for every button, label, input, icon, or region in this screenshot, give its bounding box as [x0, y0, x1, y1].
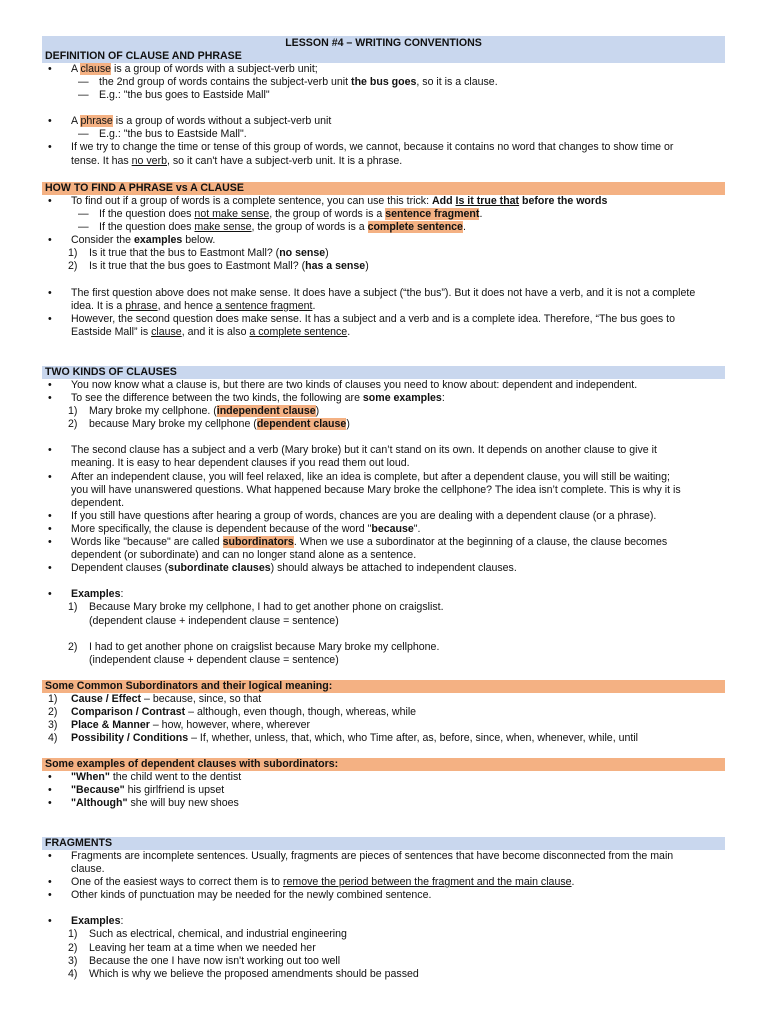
item-number: 4) — [68, 967, 78, 980]
text-line: (dependent clause + independent clause = sentence) — [89, 614, 339, 627]
subordinator-list — [42, 693, 725, 745]
bullet-item: • To find out if a group of words is a complete sentence, you can use this trick: Add Is it true that before the words — [48, 195, 608, 207]
bullet-icon: • — [48, 286, 52, 299]
item-key: "Although" — [71, 797, 128, 810]
bullet-icon: • — [48, 850, 52, 862]
section-fragments — [42, 837, 725, 981]
bullet-icon: • — [48, 536, 52, 549]
item-value: – although, even though, though, whereas, while — [185, 706, 417, 719]
bullet-icon: • — [48, 234, 52, 247]
item-value: Such as electrical, chemical, and industrial engineering — [89, 928, 347, 941]
bullet-item: • Examples: — [48, 915, 124, 928]
bullet-item: • The first question above does not make sense. It does have a subject (“the bus”). But it does not have a verb, and it is not a complete — [48, 286, 696, 299]
numbered-item — [42, 706, 725, 719]
bullet-item: • The second clause has a subject and a verb (Mary broke) but it can’t stand on its own. It depends on another clause to give it — [48, 444, 657, 457]
item-number: 2) — [48, 706, 58, 719]
item-key: Cause / Effect — [71, 693, 142, 705]
dash-icon: — — [78, 89, 89, 102]
section-header: DEFINITION OF CLAUSE AND PHRASE — [42, 50, 725, 63]
bullet-icon: • — [48, 876, 52, 889]
bullet-icon: • — [48, 63, 52, 75]
item-value: she will buy new shoes — [127, 797, 239, 810]
item-key: Place & Manner — [71, 719, 150, 732]
bullet-item: • You now know what a clause is, but there are two kinds of clauses you need to know about: dependent and independent. — [48, 379, 638, 391]
highlight-term: subordinators — [222, 536, 294, 549]
bullet-icon: • — [48, 115, 52, 128]
bullet-item — [42, 771, 725, 784]
bullet-item: • More specifically, the clause is dependent because of the word "because". — [48, 522, 421, 535]
section-dependent-examples — [42, 758, 725, 810]
bullet-icon: • — [48, 522, 52, 535]
text-line: dependent (or subordinate) and can no longer stand alone as a sentence. — [71, 549, 417, 562]
highlight-term: dependent clause — [256, 418, 347, 431]
highlight-term: sentence fragment — [385, 208, 480, 221]
dash-item: — E.g.: "the bus goes to Eastside Mall" — [78, 89, 270, 102]
bullet-item — [42, 797, 725, 810]
highlight-term: phrase — [80, 115, 113, 128]
bullet-item: • However, the second question does make sense. It has a subject and a verb and is a complete idea. Therefore, “The bus goes to — [48, 312, 676, 325]
bullet-item: • Dependent clauses (subordinate clauses) should always be attached to independent clauses. — [48, 562, 517, 575]
text-line: (independent clause + dependent clause = sentence) — [89, 653, 339, 666]
section-header: FRAGMENTS — [42, 837, 725, 850]
bullet-icon: • — [48, 771, 52, 783]
item-key: Comparison / Contrast — [71, 706, 186, 719]
bullet-item: • Other kinds of punctuation may be needed for the newly combined sentence. — [48, 889, 432, 902]
bullet-icon: • — [48, 784, 52, 797]
dash-item: — If the question does make sense, the group of words is a complete sentence. — [78, 221, 466, 234]
dash-icon: — — [78, 128, 89, 141]
dash-item: — the 2nd group of words contains the subject-verb unit the bus goes, so it is a clause. — [78, 76, 498, 89]
numbered-item — [42, 955, 725, 968]
item-key: Possibility / Conditions — [71, 732, 189, 745]
bullet-item: • One of the easiest ways to correct them is to remove the period between the fragment and the main clause. — [48, 876, 575, 889]
bullet-item: • Consider the examples below. — [48, 234, 216, 247]
bullet-item: • To see the difference between the two kinds, the following are some examples: — [48, 392, 445, 405]
bullet-icon: • — [48, 509, 52, 522]
bullet-icon: • — [48, 470, 52, 483]
section-header: HOW TO FIND A PHRASE vs A CLAUSE — [42, 182, 725, 195]
item-key: "When" — [71, 771, 110, 783]
item-number: 1) — [68, 928, 78, 941]
text-line: you will have unanswered questions. What happened because Mary broke the cellphone? The idea isn’t complete. This is why it is — [71, 483, 681, 496]
bullet-item: • If you still have questions after hearing a group of words, chances are you are dealing with a dependent clause (or a phrase). — [48, 509, 657, 522]
numbered-item — [42, 732, 725, 745]
example-list — [42, 771, 725, 810]
bullet-icon: • — [48, 141, 52, 154]
numbered-item: 1) Because Mary broke my cellphone, I had to get another phone on craigslist. — [68, 601, 444, 614]
section-phrase-vs-clause — [42, 182, 725, 339]
dash-icon: — — [78, 208, 89, 221]
section-header: TWO KINDS OF CLAUSES — [42, 366, 725, 379]
bullet-icon: • — [48, 444, 52, 457]
highlight-term: clause — [80, 63, 112, 75]
item-key: "Because" — [71, 784, 125, 797]
text-line: Eastside Mall” is clause, and it is also a complete sentence. — [71, 325, 351, 338]
numbered-item: 1) Mary broke my cellphone. (independent clause) — [68, 405, 320, 418]
bullet-item — [42, 784, 725, 797]
numbered-item — [42, 719, 725, 732]
section-header: Some examples of dependent clauses with subordinators: — [42, 758, 725, 771]
numbered-item — [42, 928, 725, 941]
numbered-item: 2) Is it true that the bus goes to Eastmont Mall? (has a sense) — [68, 260, 369, 273]
dash-icon: — — [78, 76, 89, 89]
bullet-icon: • — [48, 392, 52, 405]
bullet-icon: • — [48, 562, 52, 575]
item-number: 2) — [68, 941, 78, 954]
item-value: – If, whether, unless, that, which, who Time after, as, before, since, when, whenever, while, until — [188, 732, 639, 745]
numbered-item — [42, 693, 725, 706]
section-two-kinds — [42, 366, 725, 667]
item-number: 4) — [48, 732, 58, 745]
text-line: meaning. It is easy to hear dependent clauses if you read them out loud. — [71, 457, 410, 470]
bullet-item: • If we try to change the time or tense of this group of words, we cannot, because it contains no word that changes to show time or — [48, 141, 674, 154]
bullet-icon: • — [48, 915, 52, 928]
bullet-icon: • — [48, 312, 52, 325]
numbered-item — [42, 942, 725, 955]
item-value: Because the one I have now isn't working out too well — [89, 954, 341, 967]
text-line: tense. It has no verb, so it can't have a subject-verb unit. It is a phrase. — [71, 154, 403, 167]
item-value: his girlfriend is upset — [124, 784, 225, 797]
numbered-item: 2) I had to get another phone on craigslist because Mary broke my cellphone. — [68, 640, 440, 653]
numbered-item: 1) Is it true that the bus to Eastmont Mall? (no sense) — [68, 247, 329, 260]
section-header: Some Common Subordinators and their logical meaning: — [42, 680, 725, 693]
bullet-item: • A clause is a group of words with a subject-verb unit; — [48, 63, 318, 75]
bullet-item: • After an independent clause, you will feel relaxed, like an idea is complete, but after a dependent clause, you will still be waiting; — [48, 470, 670, 483]
bullet-icon: • — [48, 588, 52, 601]
item-value: – how, however, where, wherever — [149, 719, 311, 732]
numbered-item — [42, 968, 725, 981]
bullet-item: • Fragments are incomplete sentences. Usually, fragments are pieces of sentences that have become disconnected from the main — [48, 850, 674, 862]
highlight-term: complete sentence — [367, 221, 463, 234]
item-number: 3) — [48, 719, 58, 732]
text-line: clause. — [71, 863, 105, 876]
numbered-item: 2) because Mary broke my cellphone (dependent clause) — [68, 418, 350, 431]
item-value: Which is why we believe the proposed amendments should be passed — [89, 967, 419, 980]
section-subordinators — [42, 680, 725, 745]
bullet-icon: • — [48, 195, 52, 207]
dash-item: — If the question does not make sense, the group of words is a sentence fragment. — [78, 208, 483, 221]
dash-icon: — — [78, 221, 89, 234]
highlight-term: independent clause — [216, 405, 316, 418]
item-number: 1) — [48, 693, 58, 705]
bullet-item: • A phrase is a group of words without a subject-verb unit — [48, 115, 332, 128]
fragment-example-list — [42, 928, 725, 980]
item-number: 3) — [68, 954, 78, 967]
dash-item: — E.g.: "the bus to Eastside Mall". — [78, 128, 247, 141]
item-value: Leaving her team at a time when we needed her — [89, 941, 316, 954]
lesson-title: LESSON #4 – WRITING CONVENTIONS — [42, 36, 725, 50]
text-line: dependent. — [71, 496, 125, 509]
text-line: idea. It is a phrase, and hence a sentence fragment. — [71, 299, 316, 312]
bullet-icon: • — [48, 379, 52, 391]
section-definition — [42, 50, 725, 168]
bullet-item: • Words like "because" are called subordinators. When we use a subordinator at the beginning of a clause, the clause becomes — [48, 536, 668, 549]
bullet-icon: • — [48, 889, 52, 902]
item-value: – because, since, so that — [141, 693, 262, 705]
bullet-item: • Examples: — [48, 588, 124, 601]
item-value: the child went to the dentist — [109, 771, 242, 783]
bullet-icon: • — [48, 797, 52, 810]
